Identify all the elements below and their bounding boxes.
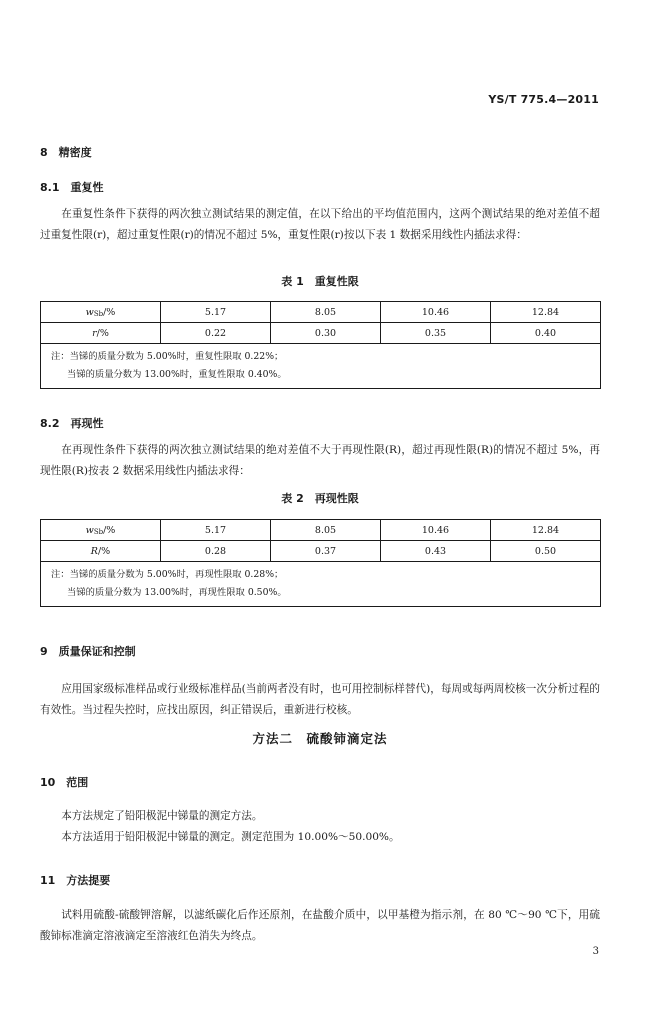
section-10-paragraph-2: 本方法适用于铅阳极泥中锑量的测定。测定范围为 10.00%～50.00%。 xyxy=(61,831,400,843)
section-8-2-heading: 8.2 再现性 xyxy=(40,417,104,430)
section-8-1-paragraph: 在重复性条件下获得的两次独立测试结果的测定值，在以下给出的平均值范围内，这两个测试结果的绝对差值不超过重复性限(r)，超过重复性限(r)的情况不超过 5%，重复性限(r)按以下表 1 数据采用线性内插法求得： xyxy=(40,208,600,241)
section-8-heading: 8 精密度 xyxy=(40,146,92,159)
section-9-heading: 9 质量保证和控制 xyxy=(40,645,136,658)
table-1-caption: 表 1 重复性限 xyxy=(281,275,359,288)
table-note xyxy=(41,344,601,389)
table-cell: 5.17 xyxy=(161,520,271,541)
table-cell: 0.40 xyxy=(491,323,601,344)
table-row xyxy=(41,323,601,344)
symbol: r xyxy=(92,327,97,339)
section-8-1-heading: 8.1 重复性 xyxy=(40,181,104,194)
section-9-paragraph: 应用国家级标准样品或行业级标准样品(当前两者没有时，也可用控制标样替代)，每周或每两周校核一次分析过程的有效性。当过程失控时，应找出原因，纠正错误后，重新进行校核。 xyxy=(40,683,600,716)
table-2-caption: 表 2 再现性限 xyxy=(281,492,359,505)
table-row xyxy=(41,302,601,323)
subscript: Sb xyxy=(93,309,104,318)
table-cell: 0.22 xyxy=(161,323,271,344)
table-cell: 10.46 xyxy=(381,302,491,323)
note-line: 当锑的质量分数为 13.00%时，重复性限取 0.40%。 xyxy=(67,369,287,380)
table-2 xyxy=(40,519,601,607)
table-cell: 8.05 xyxy=(271,520,381,541)
unit: /% xyxy=(97,545,111,557)
table-cell: 8.05 xyxy=(271,302,381,323)
subscript: Sb xyxy=(93,527,104,536)
table-note-row xyxy=(41,562,601,607)
table-cell: 0.28 xyxy=(161,541,271,562)
table-1 xyxy=(40,301,601,389)
row-label xyxy=(41,520,161,541)
table-cell: 0.37 xyxy=(271,541,381,562)
symbol: R xyxy=(90,545,98,557)
row-label xyxy=(41,323,161,344)
table-cell: 0.50 xyxy=(491,541,601,562)
page-number: 3 xyxy=(592,946,599,957)
section-8-2-paragraph: 在再现性条件下获得的两次独立测试结果的绝对差值不大于再现性限(R)，超过再现性限(R)的情况不超过 5%，再现性限(R)按表 2 数据采用线性内插法求得： xyxy=(40,444,600,477)
note-line: 注：当锑的质量分数为 5.00%时，再现性限取 0.28%； xyxy=(51,569,284,580)
table-note xyxy=(41,562,601,607)
section-11-paragraph: 试料用硫酸-硫酸钾溶解，以滤纸碳化后作还原剂，在盐酸介质中，以甲基橙为指示剂，在 80 ℃～90 ℃下，用硫酸铈标准滴定溶液滴定至溶液红色消失为终点。 xyxy=(40,909,600,942)
table-cell: 12.84 xyxy=(491,520,601,541)
method-2-title: 方法二 硫酸铈滴定法 xyxy=(252,731,388,746)
note-line: 当锑的质量分数为 13.00%时，再现性限取 0.50%。 xyxy=(67,587,287,598)
row-label xyxy=(41,541,161,562)
table-row xyxy=(41,541,601,562)
table-row xyxy=(41,520,601,541)
table-cell: 10.46 xyxy=(381,520,491,541)
symbol: w xyxy=(85,524,94,536)
section-10-paragraph-1: 本方法规定了铅阳极泥中锑量的测定方法。 xyxy=(61,810,263,822)
section-11-heading: 11 方法提要 xyxy=(40,874,111,887)
unit: /% xyxy=(103,524,116,536)
unit: /% xyxy=(103,306,116,318)
table-note-row xyxy=(41,344,601,389)
standard-number: YS/T 775.4—2011 xyxy=(488,93,599,106)
symbol: w xyxy=(85,306,94,318)
note-line: 注：当锑的质量分数为 5.00%时，重复性限取 0.22%； xyxy=(51,351,284,362)
table-cell: 0.30 xyxy=(271,323,381,344)
section-10-heading: 10 范围 xyxy=(40,776,89,789)
unit: /% xyxy=(96,327,109,339)
table-cell: 0.35 xyxy=(381,323,491,344)
row-label xyxy=(41,302,161,323)
table-cell: 0.43 xyxy=(381,541,491,562)
table-cell: 5.17 xyxy=(161,302,271,323)
table-cell: 12.84 xyxy=(491,302,601,323)
